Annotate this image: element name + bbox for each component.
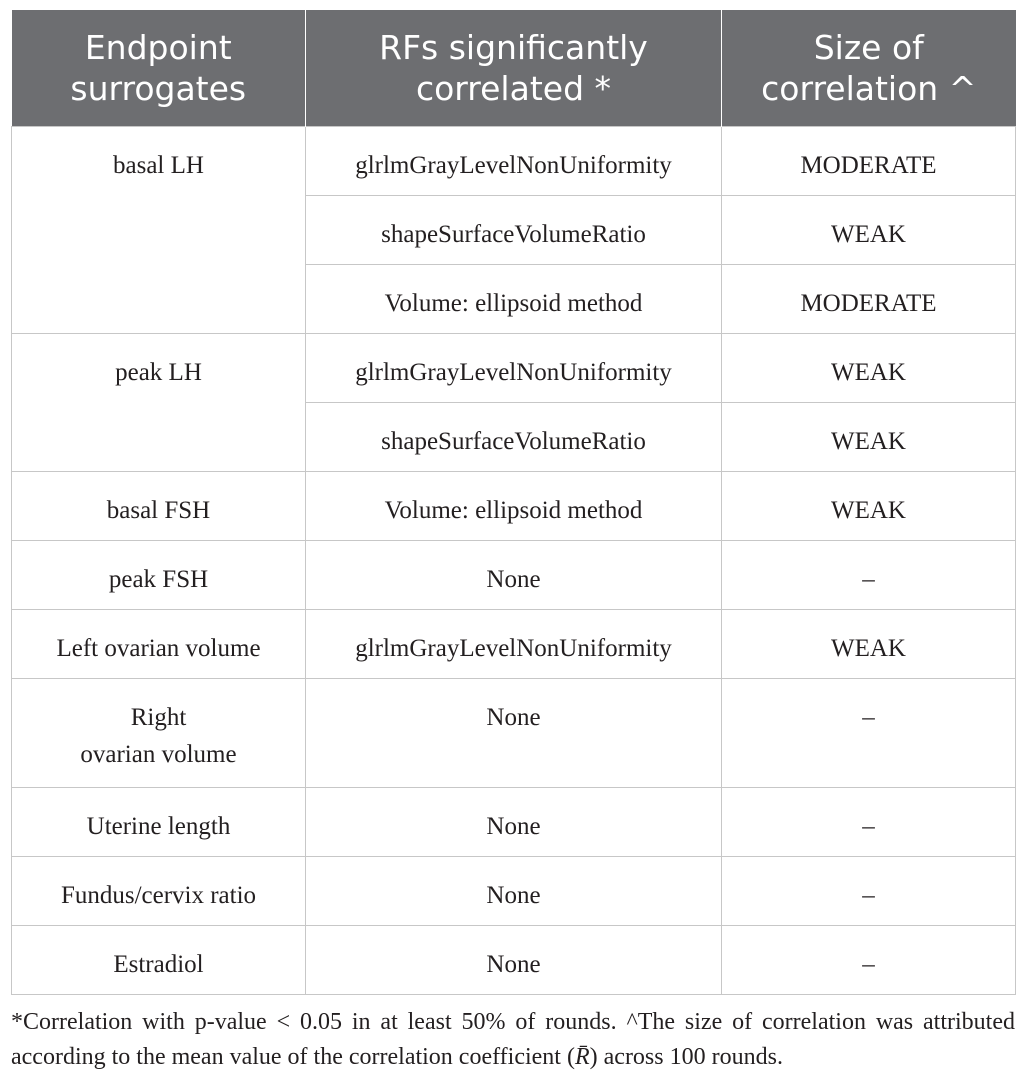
header-rfs: RFs significantly correlated * — [306, 10, 722, 127]
size-cell: – — [722, 857, 1016, 926]
endpoint-cell: Fundus/cervix ratio — [12, 857, 306, 926]
table-row — [12, 541, 1016, 610]
endpoint-cell: Estradiol — [12, 926, 306, 995]
size-cell: MODERATE — [722, 127, 1016, 196]
table-row — [12, 857, 1016, 926]
endpoint-cell: Uterine length — [12, 788, 306, 857]
size-cell: WEAK — [722, 472, 1016, 541]
size-cell: – — [722, 541, 1016, 610]
table-row — [12, 127, 1016, 196]
endpoint-cell: basal FSH — [12, 472, 306, 541]
rf-cell: glrlmGrayLevelNonUniformity — [306, 334, 722, 403]
table-header-row — [12, 10, 1016, 127]
endpoint-cell: Right ovarian volume — [12, 679, 306, 788]
rf-cell: shapeSurfaceVolumeRatio — [306, 403, 722, 472]
size-cell: WEAK — [722, 196, 1016, 265]
endpoint-cell: peak FSH — [12, 541, 306, 610]
size-cell: WEAK — [722, 403, 1016, 472]
results-table-container — [11, 10, 1015, 995]
size-cell: WEAK — [722, 334, 1016, 403]
table-row — [12, 679, 1016, 788]
table-row — [12, 926, 1016, 995]
size-cell: MODERATE — [722, 265, 1016, 334]
size-cell: – — [722, 926, 1016, 995]
rf-cell: Volume: ellipsoid method — [306, 472, 722, 541]
header-size: Size of correlation ^ — [722, 10, 1016, 127]
rf-cell: None — [306, 926, 722, 995]
table-row — [12, 334, 1016, 403]
footnote-r-bar: R̄ — [574, 1044, 590, 1070]
rf-cell: glrlmGrayLevelNonUniformity — [306, 610, 722, 679]
table-row — [12, 472, 1016, 541]
rf-cell: None — [306, 541, 722, 610]
table-row — [12, 788, 1016, 857]
footnote-text-end: ) across 100 rounds. — [589, 1044, 783, 1070]
endpoint-cell: peak LH — [12, 334, 306, 472]
rf-cell: glrlmGrayLevelNonUniformity — [306, 127, 722, 196]
size-cell: WEAK — [722, 610, 1016, 679]
rf-cell: shapeSurfaceVolumeRatio — [306, 196, 722, 265]
table-row — [12, 610, 1016, 679]
table-footnote — [11, 1005, 1015, 1075]
rf-cell: None — [306, 788, 722, 857]
size-cell: – — [722, 679, 1016, 788]
rf-cell: None — [306, 679, 722, 788]
endpoint-cell: Left ovarian volume — [12, 610, 306, 679]
footnote-text-start: *Correlation with p-value < 0.05 in at least 50% of rounds. ^The size of correlation was attributed according to the mean value of the correlation coefficient ( — [11, 1009, 1015, 1070]
rf-cell: Volume: ellipsoid method — [306, 265, 722, 334]
correlation-table — [11, 10, 1016, 995]
header-endpoint: Endpoint surrogates — [12, 10, 306, 127]
size-cell: – — [722, 788, 1016, 857]
rf-cell: None — [306, 857, 722, 926]
endpoint-cell: basal LH — [12, 127, 306, 334]
